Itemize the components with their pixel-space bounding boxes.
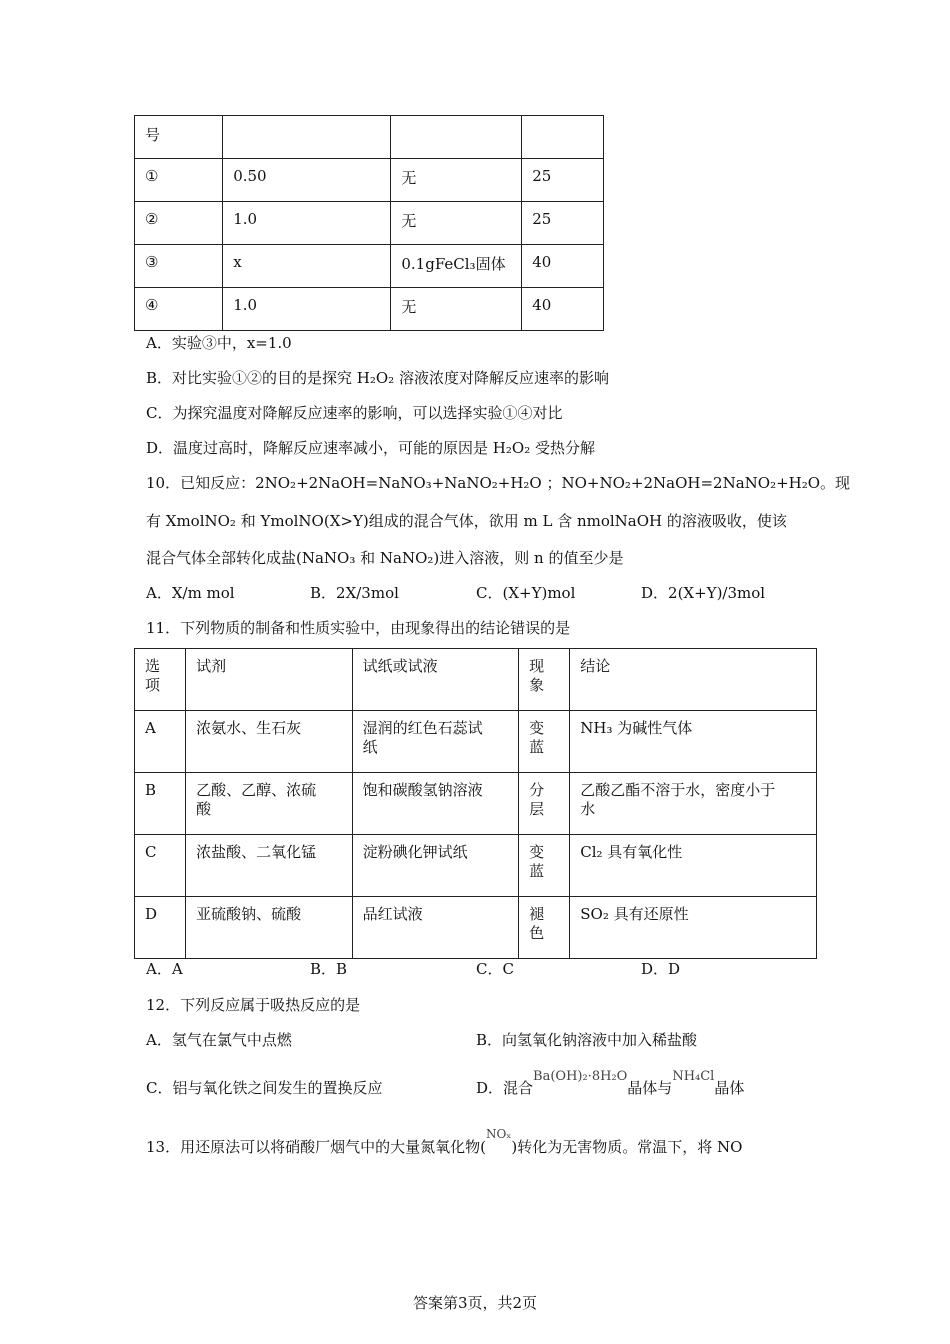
table-cell: 结论 [570,649,817,711]
table-row [135,116,604,159]
table-row [135,245,604,288]
table-row [135,288,604,331]
table-row [135,773,817,835]
table-cell: 饱和碳酸氢钠溶液 [352,773,518,835]
table-cell: 乙酸乙酯不溶于水，密度小于 水 [570,773,817,835]
q10-option-a: A．X/m mol [146,584,235,602]
table-cell: 选 项 [135,649,186,711]
q12-d-suffix: 晶体 [714,1079,745,1097]
table-cell: 无 [391,202,522,245]
table-cell: C [135,835,186,897]
table-cell: 25 [522,159,604,202]
table-cell: A [135,711,186,773]
table-cell: 变 蓝 [519,711,570,773]
table-cell: 无 [391,288,522,331]
table-cell: 试剂 [186,649,352,711]
q12-stem: 12．下列反应属于吸热反应的是 [146,996,361,1014]
q9-option-d: D．温度过高时，降解反应速率减小，可能的原因是 H₂O₂ 受热分解 [146,439,595,457]
q13-suffix: )转化为无害物质。常温下，将 NO [511,1138,743,1156]
table-cell: NH₃ 为碱性气体 [570,711,817,773]
q11-option-a: A．A [146,960,183,978]
table-cell: D [135,897,186,959]
table-row [135,711,817,773]
q11-table [134,648,817,959]
q11-option-c: C．C [476,960,514,978]
q11-option-b: B．B [310,960,348,978]
q10-line2: 有 XmolNO₂ 和 YmolNO(X>Y)组成的混合气体，欲用 m L 含 nmolNaOH 的溶液吸收，使该 [146,512,787,530]
q9-option-a: A．实验③中，x=1.0 [146,334,292,352]
table-cell: 分 层 [519,773,570,835]
table-cell: 0.50 [223,159,391,202]
q9-option-b: B．对比实验①②的目的是探究 H₂O₂ 溶液浓度对降解反应速率的影响 [146,369,609,387]
table-cell: 1.0 [223,202,391,245]
q9-option-c: C．为探究温度对降解反应速率的影响，可以选择实验①④对比 [146,404,563,422]
q10-option-d: D．2(X+Y)/3mol [641,584,766,602]
q11-stem: 11．下列物质的制备和性质实验中，由现象得出的结论错误的是 [146,619,571,637]
table-cell: 现 象 [519,649,570,711]
table-cell: 淀粉碘化钾试纸 [352,835,518,897]
table-cell: 品红试液 [352,897,518,959]
q13-prefix: 13．用还原法可以将硝酸厂烟气中的大量氮氧化物( [146,1138,486,1156]
q13-text [146,1122,742,1162]
table-cell: ② [135,202,223,245]
table-cell: 试纸或试液 [352,649,518,711]
table-cell: 40 [522,288,604,331]
table-cell: Cl₂ 具有氧化性 [570,835,817,897]
table-cell: 乙酸、乙醇、浓硫 酸 [186,773,352,835]
table-cell: B [135,773,186,835]
table-cell [522,116,604,159]
q12-option-c: C．铝与氧化铁之间发生的置换反应 [146,1079,383,1097]
table-cell: 25 [522,202,604,245]
table-cell: 号 [135,116,223,159]
table-cell: 浓氨水、生石灰 [186,711,352,773]
table-cell: 1.0 [223,288,391,331]
table-cell: 浓盐酸、二氧化锰 [186,835,352,897]
q12-d-formula2: NH₄Cl [672,1069,715,1084]
table-cell [223,116,391,159]
experiment-table [134,115,604,331]
q12-option-b: B．向氢氧化钠溶液中加入稀盐酸 [476,1031,698,1049]
table-cell: 变 蓝 [519,835,570,897]
q12-d-prefix: D．混合 [476,1079,534,1097]
q10-option-b: B．2X/3mol [310,584,399,602]
q12-option-d [476,1064,744,1104]
table-cell: 40 [522,245,604,288]
table-row [135,835,817,897]
table-cell: SO₂ 具有还原性 [570,897,817,959]
table-row [135,202,604,245]
table-cell [391,116,522,159]
q13-formula: NOₓ [485,1127,512,1141]
q12-d-formula1: Ba(OH)₂·8H₂O [533,1069,628,1084]
table-cell: 无 [391,159,522,202]
q10-option-c: C．(X+Y)mol [476,584,576,602]
q12-option-a: A．氢气在氯气中点燃 [146,1031,292,1049]
q12-d-mid: 晶体与 [627,1079,673,1097]
table-cell: 亚硫酸钠、硫酸 [186,897,352,959]
table-cell: ① [135,159,223,202]
table-cell: ③ [135,245,223,288]
table-row [135,159,604,202]
table-cell: ④ [135,288,223,331]
q10-line3: 混合气体全部转化成盐(NaNO₃ 和 NaNO₂)进入溶液，则 n 的值至少是 [146,549,624,567]
q10-line1: 10．已知反应：2NO₂+2NaOH=NaNO₃+NaNO₂+H₂O ；NO+NO₂+2NaOH=2NaNO₂+H₂O。现 [146,474,851,492]
table-cell: 0.1gFeCl₃固体 [391,245,522,288]
table-cell: 湿润的红色石蕊试 纸 [352,711,518,773]
table-row [135,897,817,959]
table-row [135,649,817,711]
table-cell: x [223,245,391,288]
page-footer: 答案第3页，共2页 [412,1294,538,1312]
table-cell: 褪 色 [519,897,570,959]
q11-option-d: D．D [641,960,681,978]
